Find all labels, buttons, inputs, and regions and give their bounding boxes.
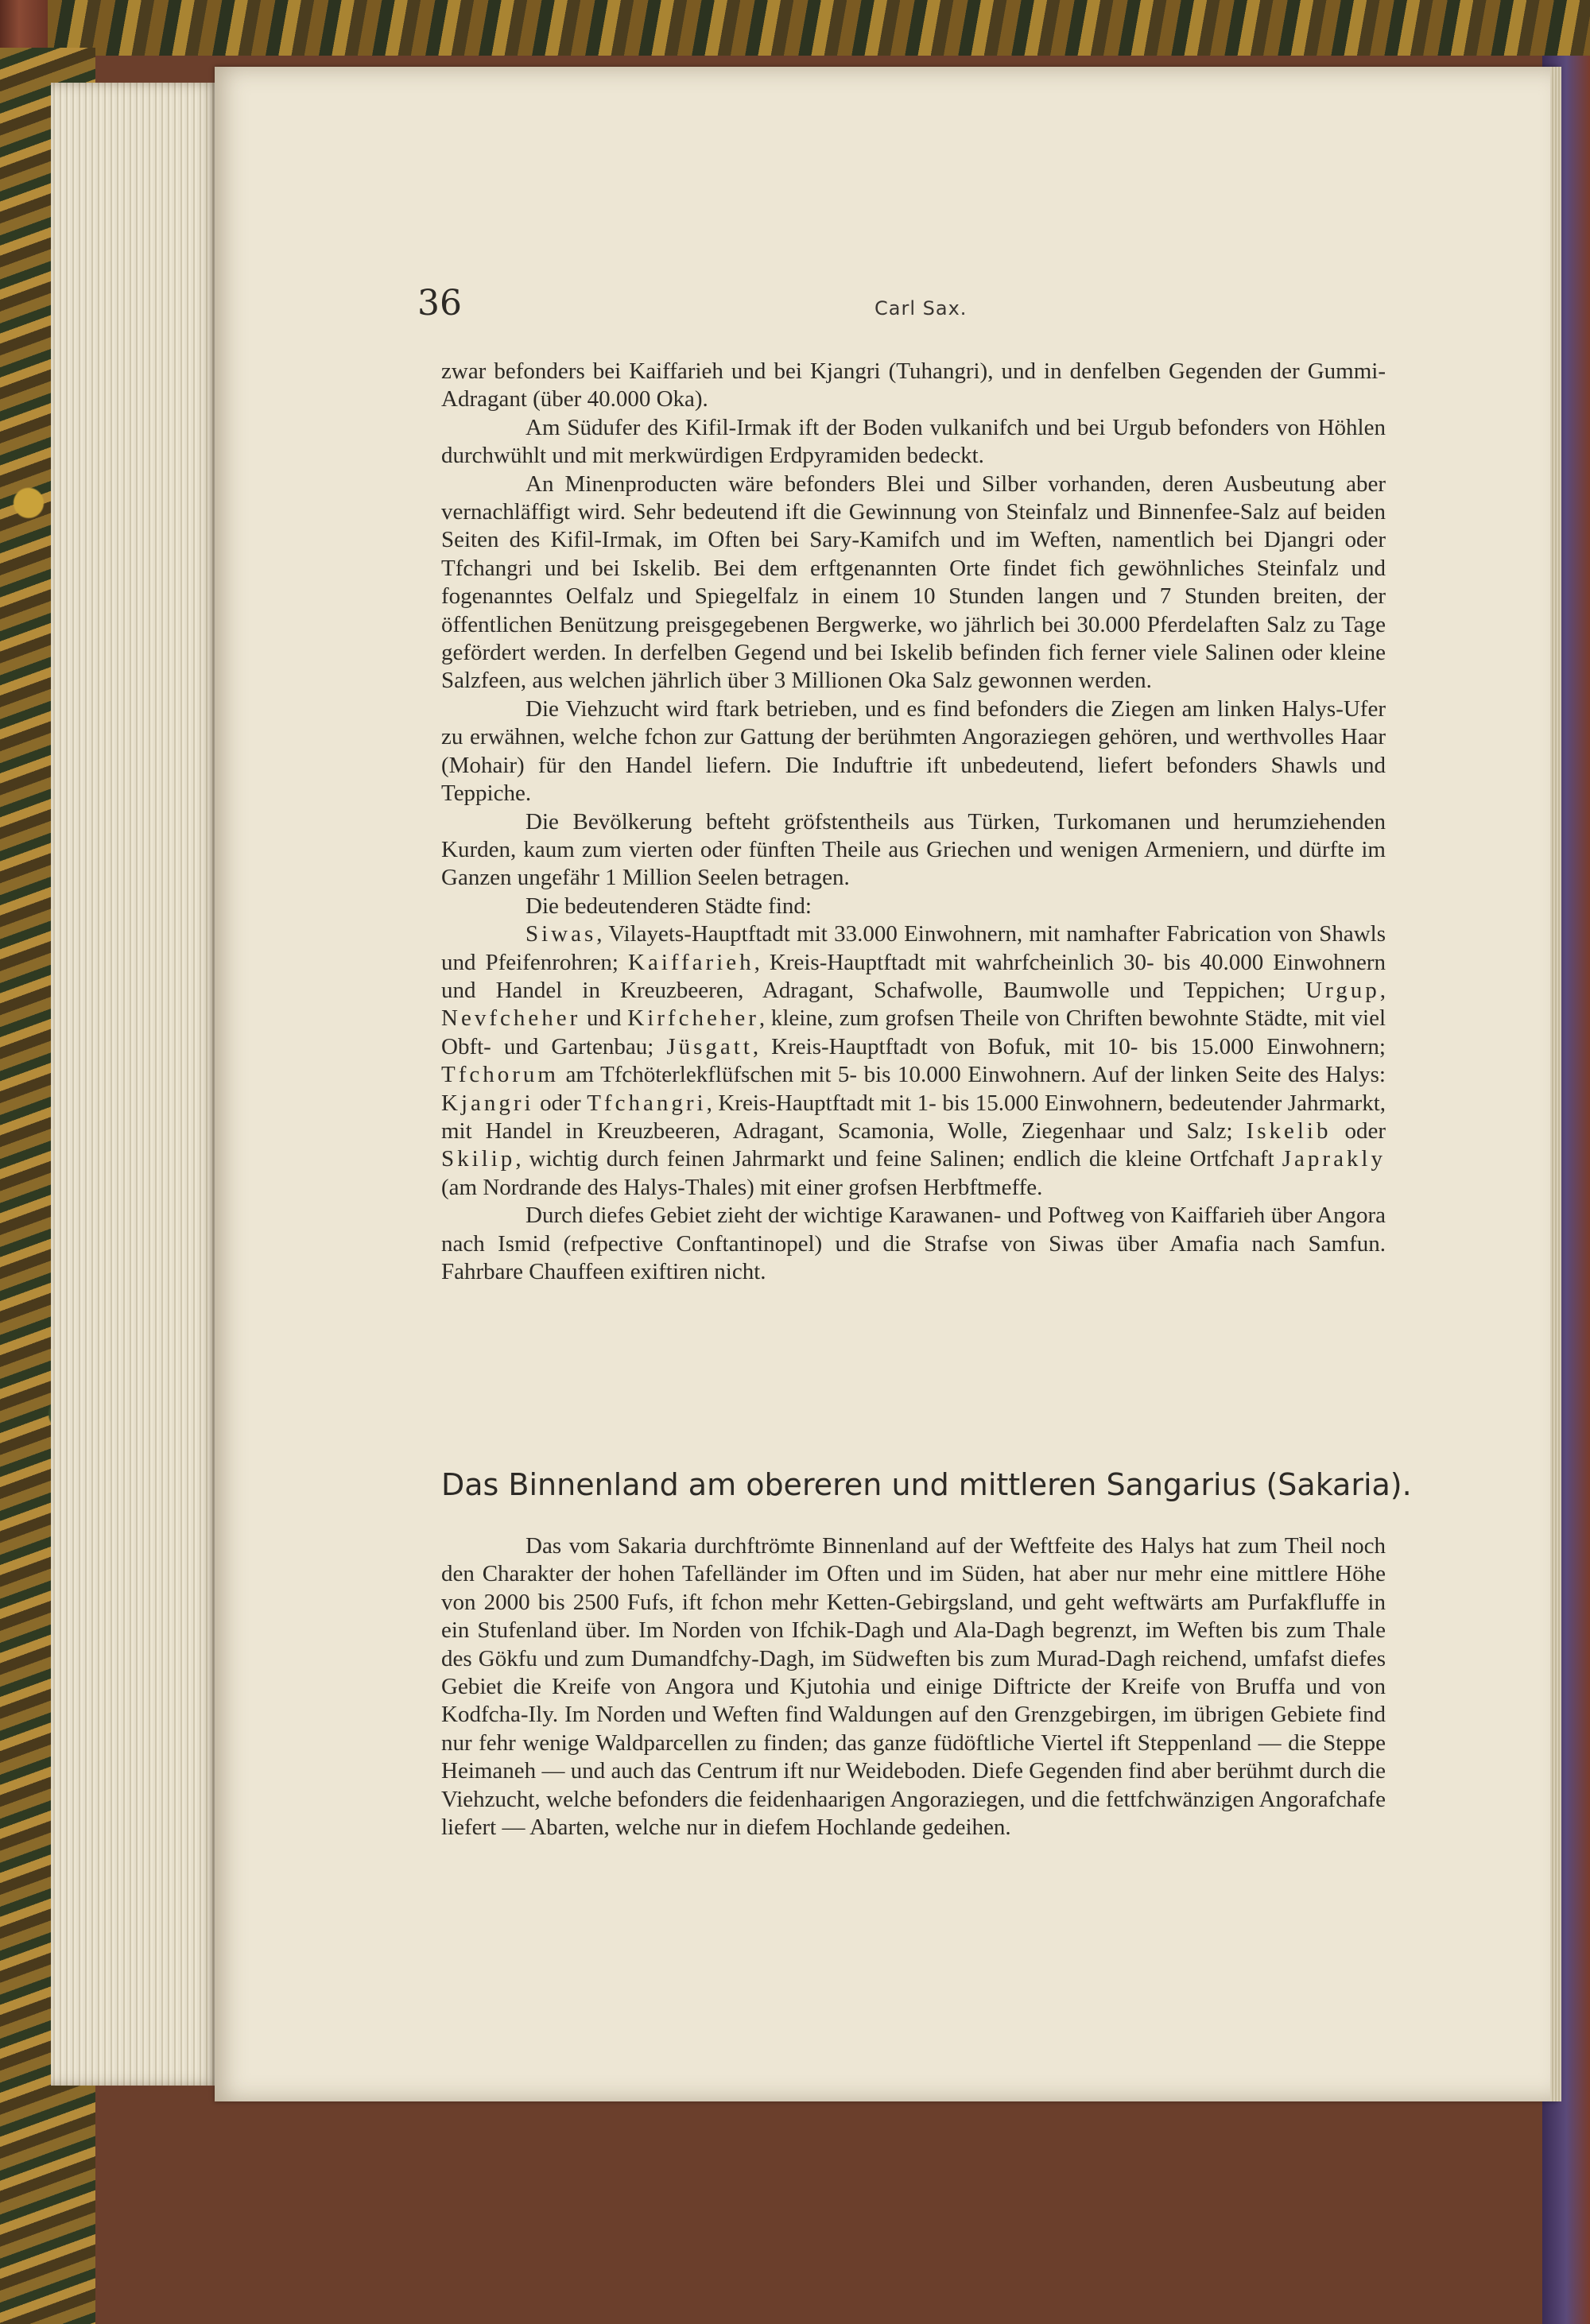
town-text: , Kreis-Hauptftadt mit 1- bis 15.000 Einwohnern, bedeutender Jahrmarkt, mit Handel in Kreuzbeeren, Adragant, Scamonia, Wolle, Ziegenhaar und Salz;: [441, 1090, 1386, 1144]
page-right-edge: [1550, 67, 1561, 2101]
marbled-cover-top: [48, 0, 1590, 56]
paragraph: Am Südufer des Kifil-Irmak ift der Boden vulkanifch und bei Urgub befonders von Höhlen durchwühlt und mit merkwürdigen Erdpyramiden bedeckt.: [441, 414, 1386, 469]
paragraph: Die bedeutenderen Städte find:: [525, 893, 812, 919]
separator: ,: [1379, 977, 1386, 1003]
town-text: , Kreis-Hauptftadt mit wahrfcheinlich 30- bis 40.000 Einwohnern und Handel in Kreuzbeeren, Adragant, Schafwolle, Baumwolle und Teppichen;: [441, 949, 1386, 1003]
town-name: Siwas: [525, 921, 597, 947]
town-text: , kleine, zum grofsen Theile von Chriften bewohnte Städte, mit viel Obft- und Gartenbau;: [441, 1005, 1386, 1059]
town-name: Japrakly: [1282, 1146, 1386, 1172]
town-name: Kirfcheher: [627, 1005, 759, 1032]
town-text: , Kreis-Hauptftadt von Bofuk, mit 10- bis 15.000 Einwohnern;: [752, 1033, 1386, 1059]
paragraph: Die Bevölkerung befteht gröfstentheils aus Türken, Turkomanen und herumziehenden Kurden, kaum zum vierten oder fünften Theile aus Griechen und wenigen Armeniern, und dürfte im Ganzen ungefähr 1 Million Seelen betragen.: [441, 808, 1386, 891]
town-name: Kjangri: [441, 1090, 534, 1116]
paragraph: Durch diefes Gebiet zieht der wichtige Karawanen- und Poftweg von Kaiffarieh über Angora nach Ismid (refpective Conftantinopel) und die Strafse von Siwas über Amafia nach Samfun. Fahrbare Chauffeen exiftiren nicht.: [441, 1203, 1386, 1284]
town-name: Tfchorum: [441, 1062, 559, 1088]
paragraph: zwar befonders bei Kaiffarieh und bei Kjangri (Tuhangri), und in denfelben Gegenden der Gummi-Adragant (über 40.000 Oka).: [441, 358, 1386, 413]
towns-paragraph: [441, 920, 1386, 1202]
body-text-part-one: [441, 358, 1386, 1286]
town-name: Kaiffarieh: [628, 949, 754, 975]
town-text: , wichtig durch feinen Jahrmarkt und feine Salinen; endlich die kleine Ortfchaft: [515, 1146, 1282, 1172]
conjunction: und: [580, 1005, 628, 1032]
page-stack-edge: [51, 83, 218, 2086]
running-head: Carl Sax.: [874, 297, 968, 320]
town-name: Jüsgatt: [666, 1033, 753, 1059]
body-text-part-two: [441, 1532, 1386, 1842]
page-number: 36: [417, 283, 462, 323]
town-name: Skilip: [441, 1146, 516, 1172]
section-heading: Das Binnenland am obereren und mittleren Sangarius (Sakaria).: [441, 1467, 1412, 1502]
town-name: Nevfcheher: [441, 1005, 581, 1032]
paragraph: An Minenproducten wäre befonders Blei und Silber vorhanden, deren Ausbeutung aber vernachläffigt wird. Sehr bedeutend ift die Gewinnung von Steinfalz und Binnenfee-Salz auf beiden Seiten des Kifil-Irmak, im Often bei Sary-Kamifch und im Weften, namentlich bei Djangri oder Tfchangri und bei Iskelib. Bei dem erftgenannten Orte findet fich gewöhnliches Steinfalz und fogenanntes Oelfalz und Spiegelfalz in einem 10 Stunden langen und 7 Stunden breiten, der öffentlichen Benützung preisgegebenen Bergwerke, wo jährlich bei 30.000 Pferdelaften Salz zu Tage gefördert werden. In derfelben Gegend und bei Iskelib befinden fich ferner viele Salinen oder kleine Salzfeen, aus welchen jährlich über 3 Millionen Oka Salz gewonnen werden.: [441, 471, 1386, 694]
conjunction: oder: [1331, 1117, 1386, 1144]
town-name: Tfchangri: [587, 1090, 707, 1116]
town-text: am Tfchöterlekflüfschen mit 5- bis 10.000 Einwohnern. Auf der linken Seite des Halys:: [558, 1062, 1386, 1088]
town-text: (am Nordrande des Halys-Thales) mit einer grofsen Herbftmeffe.: [441, 1174, 1043, 1200]
paragraph: Die Viehzucht wird ftark betrieben, und es find befonders die Ziegen am linken Halys-Ufer zu erwähnen, welche fchon zur Gattung der berühmten Angoraziegen gehören, und werthvolles Haar (Mohair) für den Handel liefern. Die Induftrie ift unbedeutend, liefert befonders Shawls und Teppiche.: [441, 695, 1386, 807]
conjunction: oder: [533, 1090, 588, 1116]
town-name: Iskelib: [1246, 1117, 1332, 1144]
paragraph: Das vom Sakaria durchftrömte Binnenland auf der Weftfeite des Halys hat zum Theil noch den Charakter der hohen Tafelländer im Often und im Süden, hat aber nur mehr eine mittlere Höhe von 2000 bis 2500 Fufs, ift fchon mehr Ketten-Gebirgsland, und geht weftwärts am Purfakfluffe in ein Stufenland über. Im Norden von Ifchik-Dagh und Ala-Dagh begrenzt, im Weften bis zum Thale des Gökfu und zum Dumandfchy-Dagh, im Südweften bis zum Murad-Dagh reichend, umfafst diefes Gebiet die Kreife von Angora und Kjutohia und einige Diftricte der Kreife von Bruffa und von Kodfcha-Ily. Im Norden und Weften find Waldungen auf den Grenzgebirgen, im übrigen Gebiete find nur fehr wenige Waldparcellen zu finden; das ganze füdöftliche Viertel ift Steppenland — die Steppe Heimaneh — und auch das Centrum ift nur Weideboden. Diefe Gegenden find aber berühmt durch die Viehzucht, welche befonders die feidenhaarigen Angoraziegen, und die fettfchwänzigen Angorafchafe liefert — Abarten, welche nur in diefem Hochlande gedeihen.: [441, 1533, 1386, 1841]
town-name: Urgup: [1305, 977, 1380, 1003]
town-text: , Vilayets-Hauptftadt mit 33.000 Einwohnern, mit namhafter Fabrication von Shawls und Pfeifenrohren;: [441, 921, 1386, 975]
